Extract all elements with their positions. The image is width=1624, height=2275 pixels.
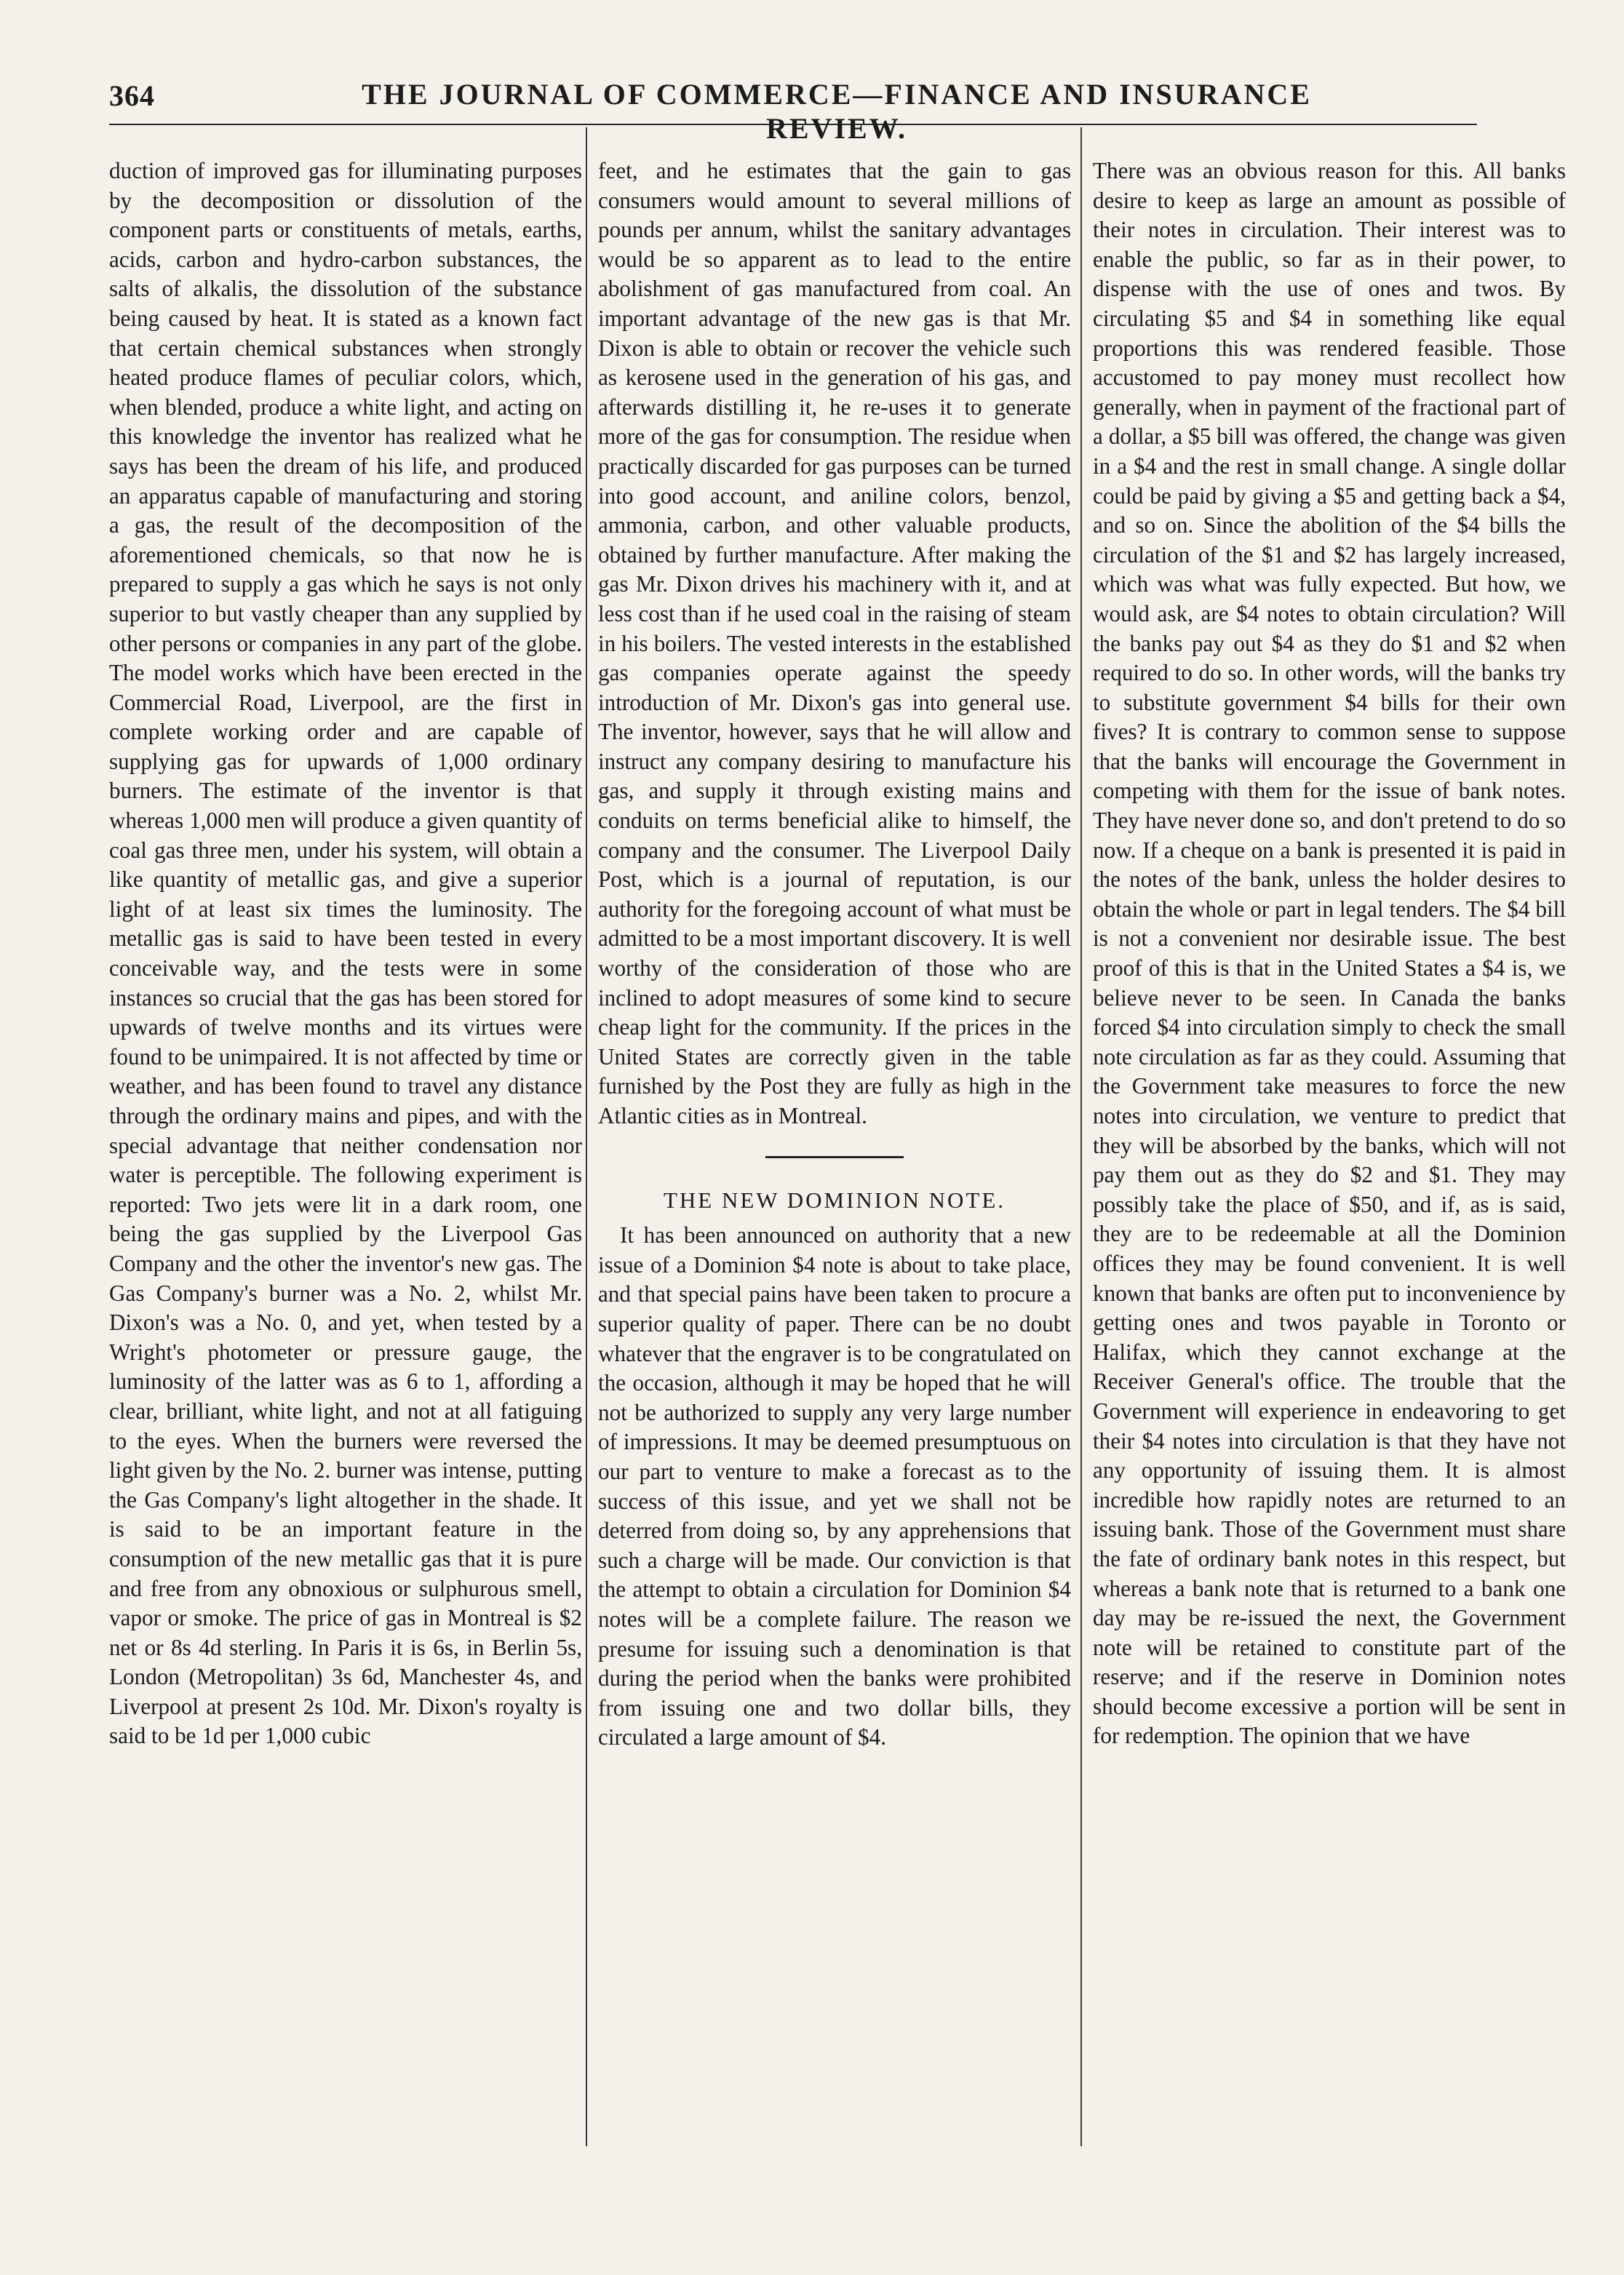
- running-head: [109, 73, 1477, 145]
- column-rule-left: [586, 127, 587, 2146]
- column-3-text: There was an obvious reason for this. All banks desire to keep as large an amount as possible of their notes in circulation. Their interest was to enable the public, so far as in their power, to dispense with the use of ones and twos. By circulating $5 and $4 in something like equal proportions this was rendered feasible. Those accustomed to pay money must recollect how generally, when in payment of the fractional part of a dollar, a $5 bill was offered, the change was given in a $4 and the rest in small change. A single dollar could be paid by giving a $5 and getting back a $4, and so on. Since the abolition of the $4 bills the circulation of the $1 and $2 has largely increased, which was what was fully expected. But how, we would ask, are $4 notes to obtain circulation? Will the banks pay out $4 as they do $1 and $2 when required to do so. In other words, will the banks try to substitute government $4 bills for their own fives? It is contrary to common sense to suppose that the banks will encourage the Government in competing with them for the issue of bank notes. They have never done so, and don't pretend to do so now. If a cheque on a bank is presented it is paid in the notes of the bank, unless the holder desires to obtain the whole or part in legal tenders. The $4 bill is not a convenient nor desirable issue. The best proof of this is that in the United States a $4 is, we believe never to be seen. In Canada the banks forced $4 into circulation simply to check the small note circulation as far as they could. Assuming that the Government take measures to force the new notes into circulation, we venture to predict that they will be absorbed by the banks, which will not pay them out as they do $2 and $1. They may possibly take the place of $50, and if, as is said, they are to be redeemable at all the Dominion offices they may be found convenient. It is well known that banks are often put to inconvenience by getting ones and twos payable in Toronto or Halifax, which they cannot exchange at the Receiver General's office. The trouble that the Government will experience in endeavoring to get their $4 notes into circulation is that they have not any opportunity of issuing them. It is almost incredible how rapidly notes are returned to an issuing bank. Those of the Government must share the fate of ordinary bank notes in this respect, but whereas a bank note that is returned to a bank one day may be re-issued the next, the Government note will be retained to constitute part of the reserve; and if the reserve in Dominion notes should become excessive a portion will be sent in for redemption. The opinion that we have: [1093, 158, 1566, 1749]
- column-2-text-top: feet, and he estimates that the gain to gas consumers would amount to several millions of pounds per annum, whilst the sanitary advantages would be so apparent as to lead to the entire abolishment of gas manufactured from coal. An important advantage of the new gas is that Mr. Dixon is able to obtain or recover the vehicle such as kerosene used in the generation of his gas, and afterwards distilling it, he re-uses it to generate more of the gas for consumption. The residue when practically discarded for gas purposes can be turned into good account, and aniline colors, benzol, ammonia, carbon, and other valuable products, obtained by further manufacture. After making the gas Mr. Dixon drives his machinery with it, and at less cost than if he used coal in the raising of steam in his boilers. The vested interests in the established gas companies operate against the speedy introduction of Mr. Dixon's gas into general use. The inventor, however, says that he will allow and instruct any company desiring to manufacture his gas, and supply it through existing mains and conduits on terms beneficial alike to himself, the company and the consumer. The Liverpool Daily Post, which is a journal of reputation, is our authority for the foregoing account of what must be admitted to be a most important discovery. It is well worthy of the consideration of those who are inclined to adopt measures of some kind to secure cheap light for the community. If the prices in the United States are correctly given in the table furnished by the Post they are fully as high in the Atlantic cities as in Montreal.: [598, 158, 1071, 1128]
- column-2: [598, 156, 1071, 2150]
- column-rule-right: [1080, 127, 1082, 2146]
- journal-title: THE JOURNAL OF COMMERCE—FINANCE AND INSURANCE REVIEW.: [362, 78, 1312, 145]
- section-heading: THE NEW DOMINION NOTE.: [663, 1187, 1006, 1213]
- column-1: [109, 156, 582, 2150]
- section-divider: [765, 1156, 904, 1158]
- column-3: [1093, 156, 1566, 2150]
- column-1-text: duction of improved gas for illuminating purposes by the decomposition or dissolution of the component parts or constituents of metals, earths, acids, carbon and hydro-carbon substances, the salts of alkalis, the dissolution of the substance being caused by heat. It is stated as a known fact that certain chemical substances when strongly heated produce flames of peculiar colors, which, when blended, produce a white light, and acting on this knowledge the inventor has realized what he says has been the dream of his life, and produced an apparatus capable of manufacturing and storing a gas, the result of the decomposition of the aforementioned chemicals, so that now he is prepared to supply a gas which he says is not only superior to but vastly cheaper than any supplied by other persons or companies in any part of the globe. The model works which have been erected in the Commercial Road, Liverpool, are the first in complete working order and are capable of supplying gas for upwards of 1,000 ordinary burners. The estimate of the inventor is that whereas 1,000 men will produce a given quantity of coal gas three men, under his system, will obtain a like quantity of metallic gas, and give a superior light of at least six times the luminosity. The metallic gas is said to have been tested in every conceivable way, and the tests were in some instances so crucial that the gas has been stored for upwards of twelve months and its virtues were found to be unimpaired. It is not affected by time or weather, and has been found to travel any distance through the ordinary mains and pipes, and with the special advantage that neither condensation nor water is perceptible. The following experiment is reported: Two jets were lit in a dark room, one being the gas supplied by the Liverpool Gas Company and the other the inventor's new gas. The Gas Company's burner was a No. 2, whilst Mr. Dixon's was a No. 0, and yet, when tested by a Wright's photometer or pressure gauge, the luminosity of the latter was as 6 to 1, affording a clear, brilliant, white light, and not at all fatiguing to the eyes. When the burners were reversed the light given by the No. 2. burner was intense, putting the Gas Company's light altogether in the shade. It is said to be an important feature in the consumption of the new metallic gas that it is pure and free from any obnoxious or sulphurous smell, vapor or smoke. The price of gas in Montreal is $2 net or 8s 4d sterling. In Paris it is 6s, in Berlin 5s, London (Metropolitan) 3s 6d, Manchester 4s, and Liverpool at present 2s 10d. Mr. Dixon's royalty is said to be 1d per 1,000 cubic: [109, 158, 582, 1749]
- page-number: 364: [109, 79, 155, 112]
- column-2-text-bottom: It has been announced on authority that a new issue of a Dominion $4 note is about to take place, and that special pains have been taken to procure a superior quality of paper. There can be no doubt whatever that the engraver is to be congratulated on the occasion, although it may be hoped that he will not be authorized to supply any very large number of impressions. It may be deemed presumptuous on our part to venture to make a forecast as to the success of this issue, and yet we shall not be deterred from doing so, by any apprehensions that such a charge will be made. Our conviction is that the attempt to obtain a circulation for Dominion $4 notes will be a complete failure. The reason we presume for issuing such a denomination is that during the period when the banks were prohibited from issuing one and two dollar bills, they circulated a large amount of $4.: [598, 1222, 1071, 1750]
